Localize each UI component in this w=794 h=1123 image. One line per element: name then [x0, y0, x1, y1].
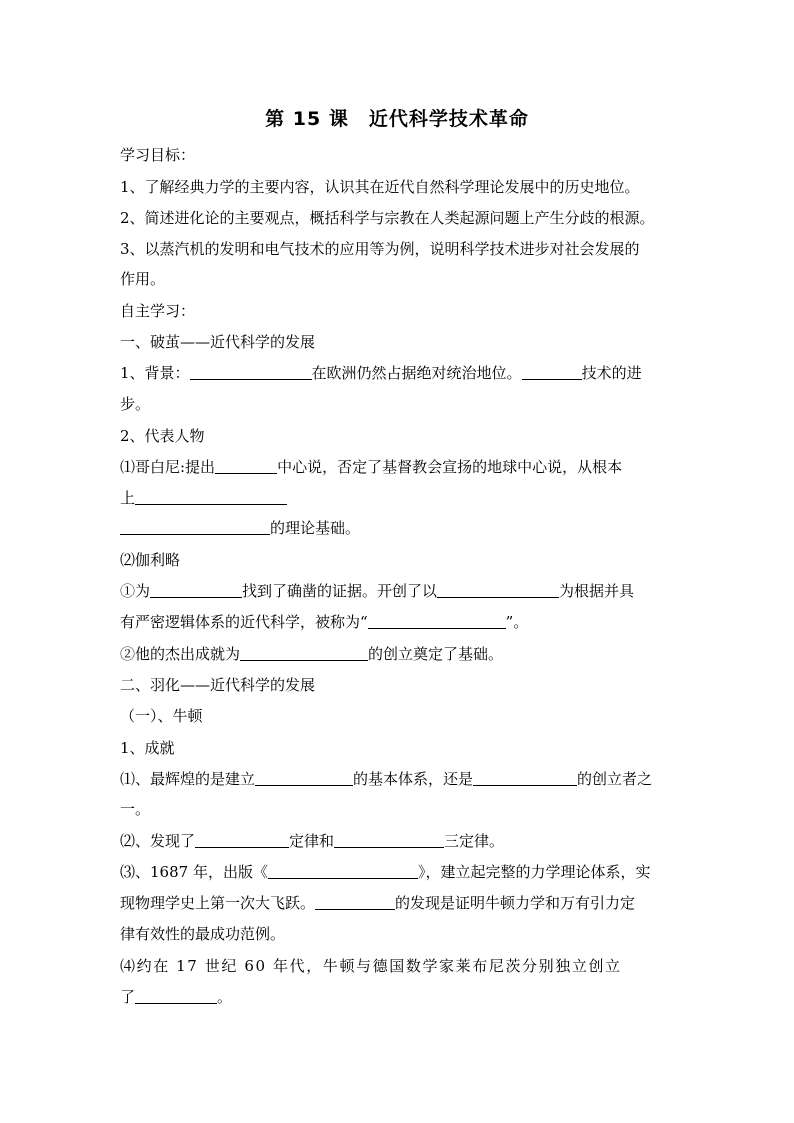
- fill-blank[interactable]: [135, 988, 217, 1004]
- fill-blank[interactable]: [240, 645, 368, 661]
- text: ①为: [120, 582, 151, 600]
- text: 找到了确凿的证据。开创了以: [242, 582, 438, 600]
- fill-blank[interactable]: [473, 770, 577, 786]
- goal-item: 2、简述进化论的主要观点，概括科学与宗教在人类起源问题上产生分歧的根源。: [120, 209, 655, 227]
- text: 的创立者之: [577, 770, 653, 788]
- text: ⑴哥白尼:提出: [120, 458, 216, 476]
- achievement-item: [120, 769, 680, 789]
- text: 》，建立起完整的力学理论体系，实: [417, 863, 651, 881]
- background-line: [120, 363, 680, 383]
- fill-blank[interactable]: [522, 364, 582, 380]
- text: 中心说，否定了基督教会宣扬的地球中心说，从根本: [277, 458, 623, 476]
- galileo-heading: ⑵伽利略: [120, 551, 181, 569]
- galileo-line: [120, 581, 680, 601]
- goal-item: 1、了解经典力学的主要内容，认识其在近代自然科学理论发展中的历史地位。: [120, 178, 640, 196]
- achievement-item: ⑷约在 17 世纪 60 年代，牛顿与德国数学家莱布尼茨分别独立创立: [120, 957, 622, 975]
- fill-blank[interactable]: [315, 894, 395, 910]
- figures-heading: 2、代表人物: [120, 427, 205, 445]
- goal-item: 作用。: [120, 270, 166, 288]
- text: 了: [120, 988, 136, 1006]
- achievement-item: [120, 862, 680, 882]
- text: 的发现是证明牛顿力学和万有引力定: [395, 894, 636, 912]
- text: ⑴、最辉煌的是建立: [120, 770, 256, 788]
- text: 在欧洲仍然占据绝对统治地位。: [311, 364, 522, 382]
- background-line-cont: 步。: [120, 395, 151, 413]
- achievement-item-cont: 一。: [120, 800, 151, 818]
- copernicus-line-cont: [120, 518, 680, 538]
- fill-blank[interactable]: [268, 863, 418, 879]
- achievement-item: [120, 831, 680, 851]
- text: 的理论基础。: [270, 519, 361, 537]
- text: 现物理学史上第一次大飞跃。: [120, 894, 316, 912]
- section1-heading: 一、破茧——近代科学的发展: [120, 333, 316, 351]
- achievement-item-cont: 律有效性的最成功范例。: [120, 925, 286, 943]
- text: 。: [217, 988, 233, 1006]
- text: 1、背景：: [120, 364, 190, 382]
- fill-blank[interactable]: [255, 770, 353, 786]
- text: 有严密逻辑体系的近代科学，被称为“: [120, 613, 368, 631]
- copernicus-line-cont: [120, 488, 680, 508]
- achievement-item-cont: [120, 893, 680, 913]
- text: 技术的进: [581, 364, 642, 382]
- text: 三定律。: [444, 832, 505, 850]
- section2-heading: 二、羽化——近代科学的发展: [120, 676, 316, 694]
- goal-item: 3、以蒸汽机的发明和电气技术的应用等为例，说明科学技术进步对社会发展的: [120, 240, 640, 258]
- fill-blank[interactable]: [135, 489, 287, 505]
- fill-blank[interactable]: [195, 832, 289, 848]
- newton-heading: （一）、牛顿: [120, 707, 203, 725]
- text: 的创立奠定了基础。: [368, 645, 504, 663]
- text: 上: [120, 489, 136, 507]
- text: ②他的杰出成就为: [120, 645, 241, 663]
- text: ⑵、发现了: [120, 832, 196, 850]
- fill-blank[interactable]: [368, 613, 506, 629]
- text: 的基本体系，还是: [353, 770, 474, 788]
- fill-blank[interactable]: [334, 832, 444, 848]
- galileo-line: [120, 644, 680, 664]
- fill-blank[interactable]: [437, 582, 559, 598]
- text: 定律和: [289, 832, 335, 850]
- galileo-line-cont: [120, 612, 680, 632]
- achievement-item-cont: [120, 987, 680, 1007]
- fill-blank[interactable]: [215, 458, 277, 474]
- fill-blank[interactable]: [190, 364, 312, 380]
- fill-blank[interactable]: [150, 582, 242, 598]
- self-study-heading: 自主学习：: [120, 302, 196, 320]
- text: ⑶、1687 年，出版《: [120, 863, 268, 881]
- lesson-title: 第 15 课 近代科学技术革命: [265, 108, 529, 130]
- copernicus-line: [120, 457, 680, 477]
- text: 为根据并具: [559, 582, 635, 600]
- fill-blank[interactable]: [120, 519, 270, 535]
- goals-heading: 学习目标：: [120, 146, 196, 164]
- achievements-heading: 1、成就: [120, 739, 175, 757]
- text: ”。: [505, 613, 529, 631]
